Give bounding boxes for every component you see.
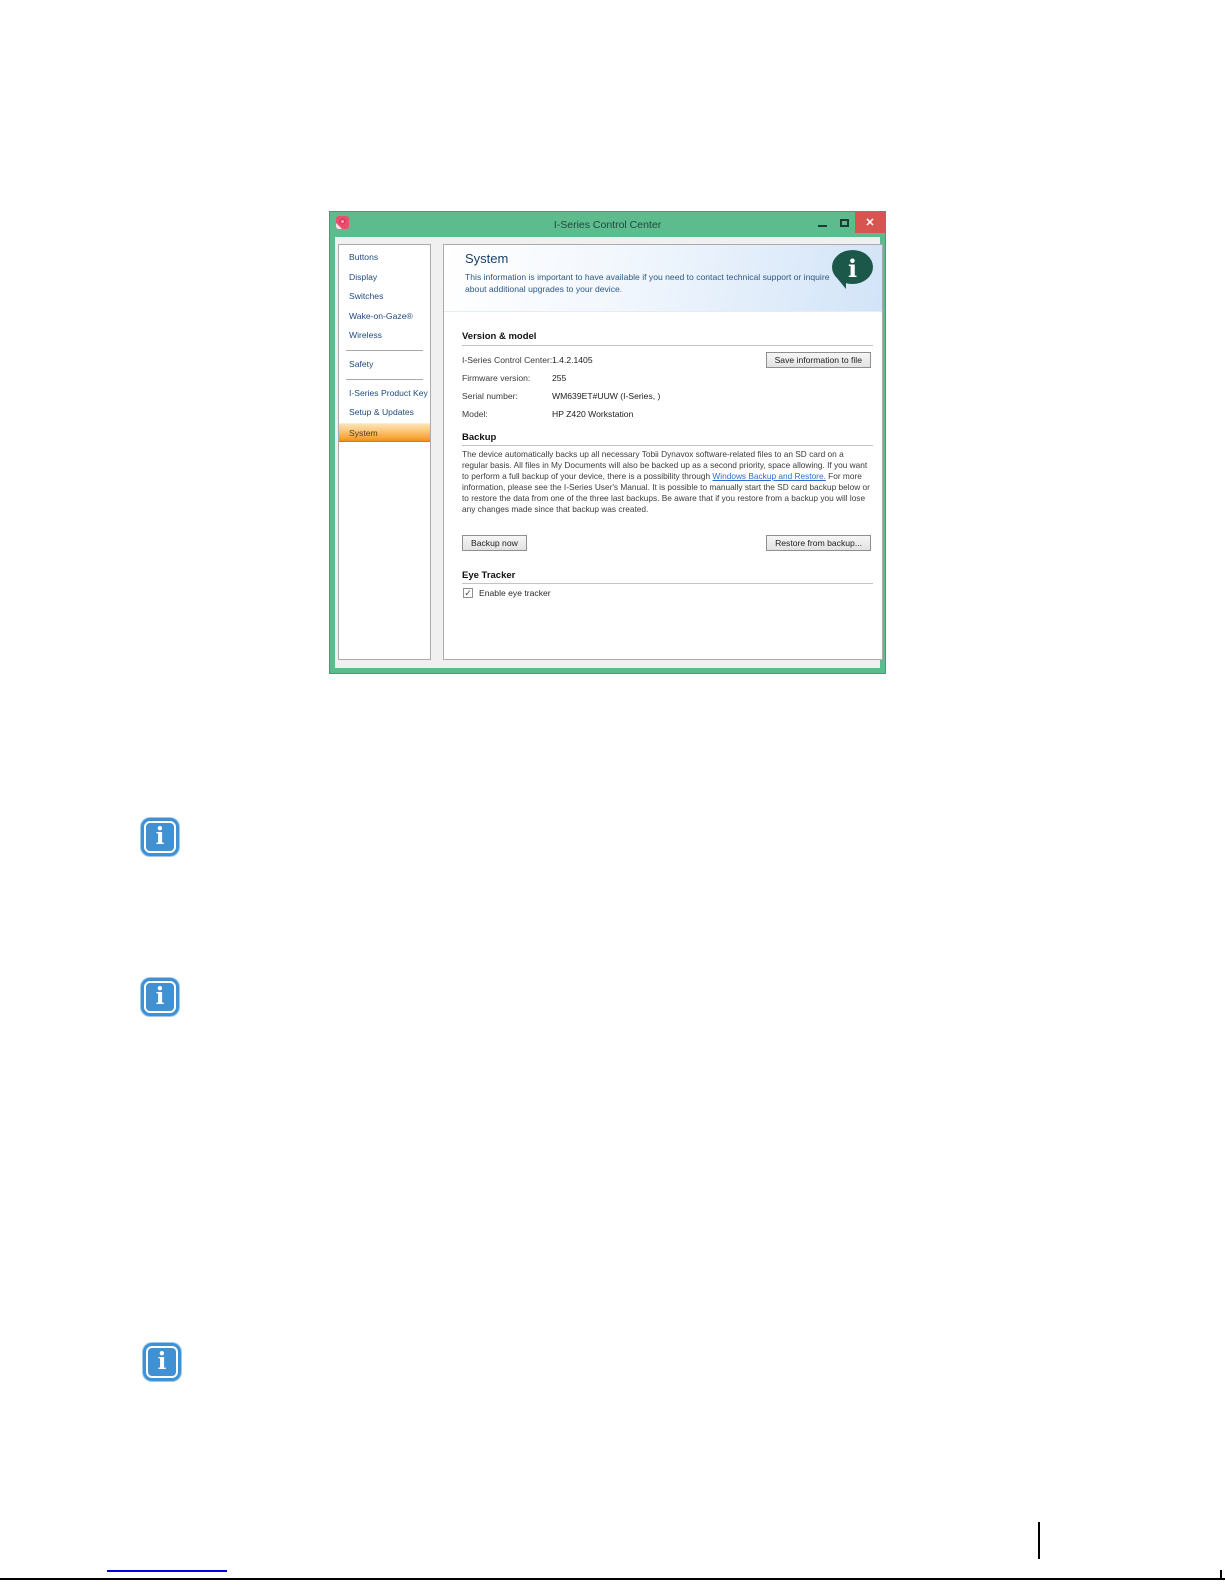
row-value-model: HP Z420 Workstation (552, 409, 634, 419)
sidebar-item-buttons[interactable]: Buttons (349, 252, 379, 262)
backup-description: The device automatically backs up all necessary Tobii Dynavox software-related files to an SD card on a regular basis. All files in My Documents will also be backed up as a second priority, space allowing. If you want to perform a full backup of your device, there is a possibility through Windows Backup and Restore. For more information, please see the I-Series User's Manual. It is possible to manually start the SD card backup below or to restore the data from one of the three last backups. Be aware that if you restore from a backup you will lose any changes made since that backup was created. (462, 449, 870, 514)
page-bottom-rule (0, 1578, 1225, 1580)
version-model-heading: Version & model (462, 331, 537, 342)
window-titlebar[interactable] (330, 212, 885, 237)
version-model-rule (462, 345, 873, 346)
enable-eye-tracker-row (463, 588, 551, 598)
checkmark-icon: ✓ (464, 588, 472, 598)
sidebar-item-setup-updates[interactable]: Setup & Updates (349, 407, 414, 418)
minimize-icon (818, 225, 827, 227)
window-controls (811, 212, 885, 233)
settings-sidebar (338, 244, 431, 660)
footnote-underline (107, 1570, 227, 1572)
system-settings-panel (443, 244, 883, 660)
page-description: This information is important to have available if you need to contact technical support or inquire about additional upgrades to your device. (465, 272, 830, 294)
restore-from-backup-button[interactable]: Restore from backup... (766, 535, 871, 551)
info-icon: i (143, 1343, 181, 1381)
sidebar-item-switches[interactable]: Switches (349, 291, 384, 302)
window-body (335, 237, 880, 668)
sidebar-item-wireless[interactable]: Wireless (349, 330, 382, 341)
enable-eye-tracker-checkbox[interactable] (463, 588, 473, 598)
save-information-button[interactable]: Save information to file (766, 352, 871, 368)
info-icon: i (141, 978, 179, 1016)
maximize-icon (840, 219, 849, 227)
close-button[interactable] (855, 212, 885, 233)
sidebar-item-wake-on-gaze[interactable]: Wake-on-Gaze® (349, 310, 413, 321)
sidebar-divider (346, 350, 423, 351)
row-label-model: Model: (462, 409, 488, 419)
footer-vertical-line (1038, 1522, 1040, 1559)
enable-eye-tracker-label: Enable eye tracker (479, 588, 551, 598)
system-header-banner (444, 245, 882, 312)
close-icon: ✕ (865, 217, 875, 229)
row-label-firmware: Firmware version: (462, 373, 531, 383)
minimize-button[interactable] (811, 212, 833, 233)
sidebar-item-display[interactable]: Display (349, 271, 378, 282)
row-value-control-center: 1.4.2.1405 (552, 355, 593, 365)
sidebar-divider (346, 379, 423, 380)
maximize-button[interactable] (833, 212, 855, 233)
row-label-control-center: I-Series Control Center: (462, 355, 553, 365)
backup-now-button[interactable]: Backup now (462, 535, 527, 551)
row-value-firmware: 255 (552, 373, 567, 383)
windows-backup-restore-link[interactable]: Windows Backup and Restore. (712, 470, 826, 481)
info-speech-bubble-icon: i (830, 248, 874, 292)
sidebar-item-system[interactable]: System (339, 423, 430, 443)
page-title: System (465, 251, 509, 266)
info-icon: i (141, 818, 179, 856)
backup-rule (462, 445, 873, 446)
backup-heading: Backup (462, 432, 497, 443)
window-title: I-Series Control Center (553, 218, 662, 231)
sidebar-item-product-key[interactable]: I-Series Product Key (349, 387, 428, 398)
sidebar-item-safety[interactable]: Safety (349, 358, 374, 369)
page-bottom-right-tick (1220, 1570, 1222, 1579)
row-value-serial: WM639ET#UUW (I-Series, ) (552, 391, 661, 401)
i-series-control-center-window (329, 211, 886, 674)
row-label-serial: Serial number: (462, 391, 518, 401)
eye-tracker-rule (462, 583, 873, 584)
eye-tracker-heading: Eye Tracker (462, 570, 516, 581)
